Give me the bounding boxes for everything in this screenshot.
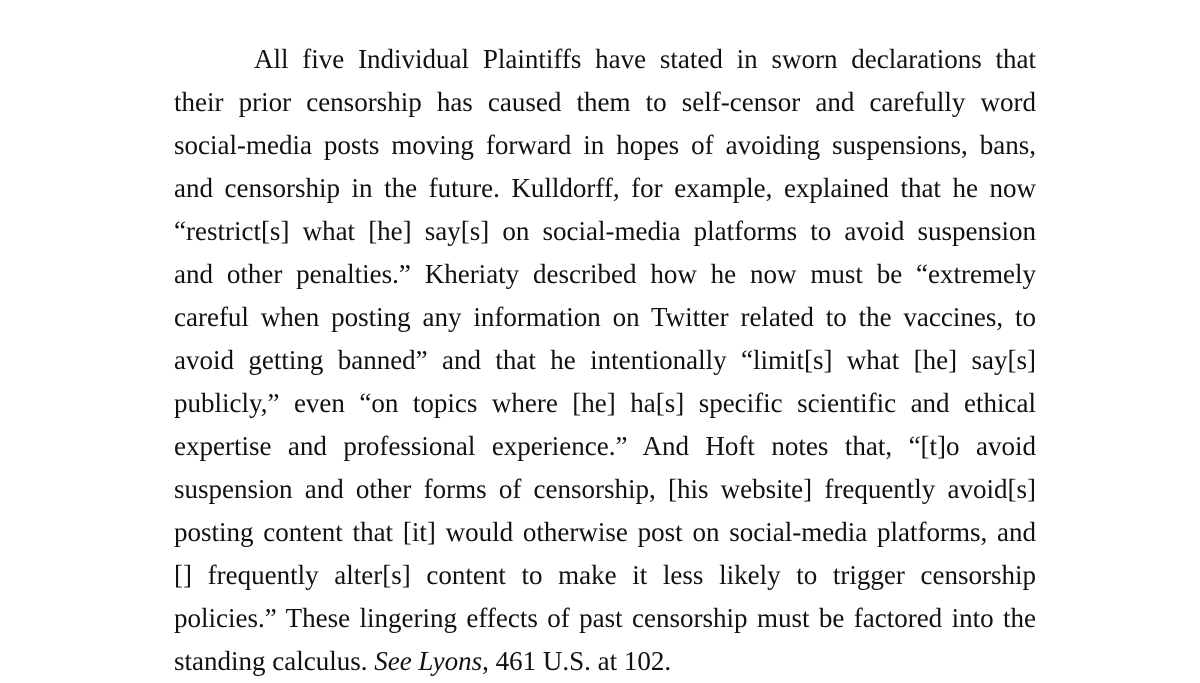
paragraph-line: “restrict[s] what [he] say[s] on social-media platforms to avoid suspension [174, 216, 1036, 246]
paragraph-line: and censorship in the future. Kulldorff, for example, explained that he now [174, 173, 1036, 203]
paragraph-line: suspension and other forms of censorship, [his website] frequently avoid[s] [174, 474, 1036, 504]
paragraph-line: policies.” These lingering effects of past censorship must be factored into the [174, 603, 1036, 633]
paragraph-line: social-media posts moving forward in hopes of avoiding suspensions, bans, [174, 130, 1036, 160]
paragraph-line: All five Individual Plaintiffs have stated in sworn declarations that [254, 44, 1036, 74]
last-line-text: standing calculus. [174, 646, 375, 676]
paragraph-last-line [174, 640, 1036, 683]
paragraph-line: avoid getting banned” and that he intentionally “limit[s] what [he] say[s] [174, 345, 1036, 375]
paragraph-line: expertise and professional experience.” And Hoft notes that, “[t]o avoid [174, 431, 1036, 461]
paragraph-line: publicly,” even “on topics where [he] ha[s] specific scientific and ethical [174, 388, 1036, 418]
citation-pin-cite: , 461 U.S. at 102. [482, 646, 672, 676]
paragraph-line: and other penalties.” Kheriaty described how he now must be “extremely [174, 259, 1036, 289]
case-citation: See Lyons [374, 646, 483, 676]
paragraph-line: their prior censorship has caused them to self-censor and carefully word [174, 87, 1036, 117]
body-paragraph [174, 38, 1036, 683]
paragraph-line: [] frequently alter[s] content to make it less likely to trigger censorship [174, 560, 1036, 590]
paragraph-line: careful when posting any information on Twitter related to the vaccines, to [174, 302, 1036, 332]
paragraph-line: posting content that [it] would otherwise post on social-media platforms, and [174, 517, 1036, 547]
